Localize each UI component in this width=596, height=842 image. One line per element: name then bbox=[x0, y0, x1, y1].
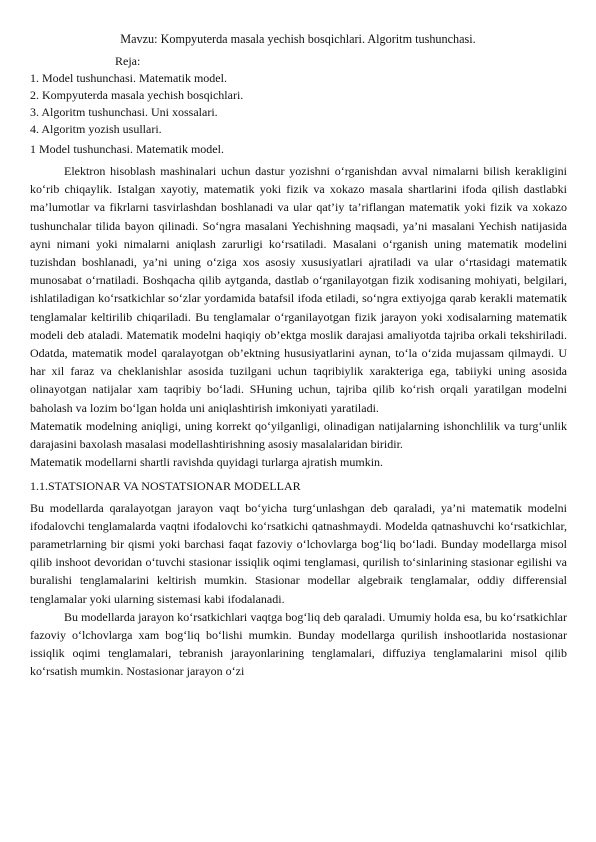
paragraph: Bu modellarda jarayon ko‘rsatkichlari vaqtga bog‘liq deb qaraladi. Umumiy holda esa, bu ko‘rsatkichlar fazoviy o‘lchovlarga xam bog‘liq bo‘lishi mumkin. Bunday modellarga qurilish inshootlarida nostasionar issiqlik oqimi tenglamalari, tebranish jarayonlarining tenglamalari, diffuziya tenglamalarini misol qilib ko‘rsatish mumkin. Nostasionar jarayon o‘zi bbox=[30, 609, 567, 679]
document-title: Mavzu: Kompyuterda masala yechish bosqichlari. Algoritm tushunchasi. bbox=[120, 32, 476, 46]
plan-label: Reja: bbox=[115, 54, 141, 68]
subsection-heading: 1.1.STATSIONAR VA NOSTATSIONAR MODELLAR bbox=[30, 479, 301, 494]
section-heading: 1 Model tushunchasi. Matematik model. bbox=[30, 142, 224, 156]
document-body bbox=[30, 162, 567, 681]
toc-item: 1. Model tushunchasi. Matematik model. bbox=[30, 71, 227, 85]
toc-item: 3. Algoritm tushunchasi. Uni xossalari. bbox=[30, 105, 218, 119]
table-of-contents bbox=[30, 70, 570, 138]
paragraph: Matematik modellarni shartli ravishda quyidagi turlarga ajratish mumkin. bbox=[30, 455, 384, 470]
toc-item: 2. Kompyuterda masala yechish bosqichlari. bbox=[30, 88, 244, 102]
paragraph: Bu modellarda qaralayotgan jarayon vaqt bo‘yicha turg‘unlashgan deb qaraladi, ya’ni matematik modelni ifodalovchi tenglamalarda vaqtni ifodalovchi ko‘rsatkichi qatnashmaydi. Modelda qatnashuvchi ko‘rsatkichlar, parametrlarning bir qismi yoki barchasi faqat fazoviy o‘lchovlarga bog‘liq bo‘ladi. Bunday modellarga misol qilib inshoot devoridan o‘tuvchi stasionar issiqlik oqimi tenglamasi, qurilish to‘sinlarining stasionar egilishi va buralishi tenglamalarini keltirish mumkin. Stasionar modellar algebraik tenglamalar, oddiy differensial tenglamalar yoki ularning sistemasi kabi ifodalanadi. bbox=[30, 500, 567, 606]
paragraph: Matematik modelning aniqligi, uning korrekt qo‘yilganligi, olinadigan natijalarning ishonchlilik va turg‘unlik darajasini baxolash masalasi modellashtirishning asosiy masalalaridan biridir. bbox=[30, 418, 567, 452]
paragraph: Elektron hisoblash mashinalari uchun dastur yozishni o‘rganishdan avval nimalarni bilish kerakligini ko‘rib chiqaylik. Istalgan xayotiy, matematik yoki fizik va xokazo masala shartlarini ifoda qilish dastlabki ma’lumotlar va fikrlarni tasvirlashdan boshlanadi va ular qat’iy ta’riflangan matematik yoki fizik va xokazo tushunchalar tilida bayon qilinadi. So‘ngra masalani Yechishning maqsadi, ya’ni masalani Yechish natijasida ayni nimani yoki nimalarni aniqlash zarurligi ko‘rsatiladi. Masalani o‘rganish uning matematik modelini tuzishdan boshlanadi, ya’ni uning o‘ziga xos asosiy xususiyatlari ajratiladi va ular o‘rtasidagi matematik munosabat o‘rnatiladi. Boshqacha qilib aytganda, dastlab o‘rganilayotgan fizik xodisaning mohiyati, belgilari, ishlatiladigan ko‘rsatkichlar so‘zlar yordamida batafsil ifoda etiladi, so‘ngra extiyojga qarab kerakli matematik tenglamalar keltirilib chiqariladi. Bu tenglamalar o‘rganilayotgan fizik jarayon yoki xodisalarning matematik modeli deb ataladi. Matematik modelni haqiqiy ob’ektga moslik darajasi amaliyotda tajriba orkali tekshiriladi. Odatda, matematik model qaralayotgan ob’ektning hususiyatlarini aynan, to‘la o‘zida mujassam qilmaydi. U har xil faraz va cheklanishlar asosida tuzilgani uchun taqribiylik xarakteriga ega, tabiiyki uning asosida olinayotgan natijalar xam taqribiy bo‘ladi. SHuning uchun, tajriba qilib ko‘rish orqali yaratilgan modelni baholash va lozim bo‘lgan holda uni aniqlashtirish imkoniyati yaratiladi. bbox=[30, 164, 567, 415]
toc-item: 4. Algoritm yozish usullari. bbox=[30, 122, 162, 136]
